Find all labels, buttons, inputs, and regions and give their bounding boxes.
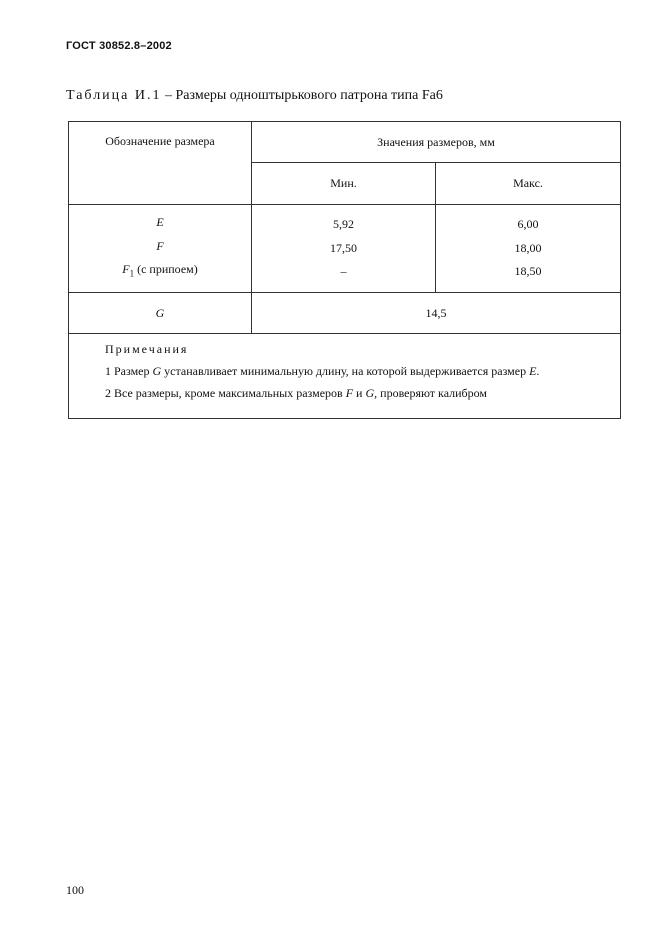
- header-designation: Обозначение размера: [69, 122, 252, 205]
- designation-cell: [69, 205, 252, 293]
- row-e-max: 6,00: [517, 217, 539, 232]
- row-f1-max: 18,50: [514, 264, 542, 279]
- row-f1-designation: $F_1$ (с припоем): [122, 262, 198, 279]
- row-e-designation: E: [156, 215, 164, 230]
- row-f1-min: –: [340, 264, 347, 279]
- page-number: 100: [66, 883, 84, 897]
- caption-prefix: Таблица И.1: [66, 88, 162, 103]
- max-cell: [436, 205, 621, 293]
- header-max: Макс.: [436, 163, 621, 205]
- row-f-max: 18,00: [514, 240, 542, 255]
- row-f-designation: F: [156, 238, 164, 253]
- row-f-min: 17,50: [330, 240, 357, 255]
- note-2: 2 Все размеры, кроме максимальных размеров F и G, проверяют калибром: [105, 386, 488, 400]
- dimensions-table: [68, 121, 621, 419]
- row-e-min: 5,92: [333, 217, 354, 232]
- caption-text: – Размеры одноштырькового патрона типа Fa6: [161, 88, 443, 103]
- document-header: ГОСТ 30852.8–2002: [66, 40, 172, 52]
- min-cell: [252, 205, 436, 293]
- row-g-designation: G: [69, 293, 252, 334]
- row-g-value: 14,5: [252, 293, 621, 334]
- notes-cell: [69, 334, 621, 419]
- header-values: Значения размеров, мм: [252, 122, 621, 163]
- note-1: 1 Размер G устанавливает минимальную длину, на которой выдерживается размер E.: [105, 364, 540, 378]
- notes-title: Примечания: [105, 342, 189, 356]
- header-min: Мин.: [252, 163, 436, 205]
- table-caption: [66, 88, 443, 104]
